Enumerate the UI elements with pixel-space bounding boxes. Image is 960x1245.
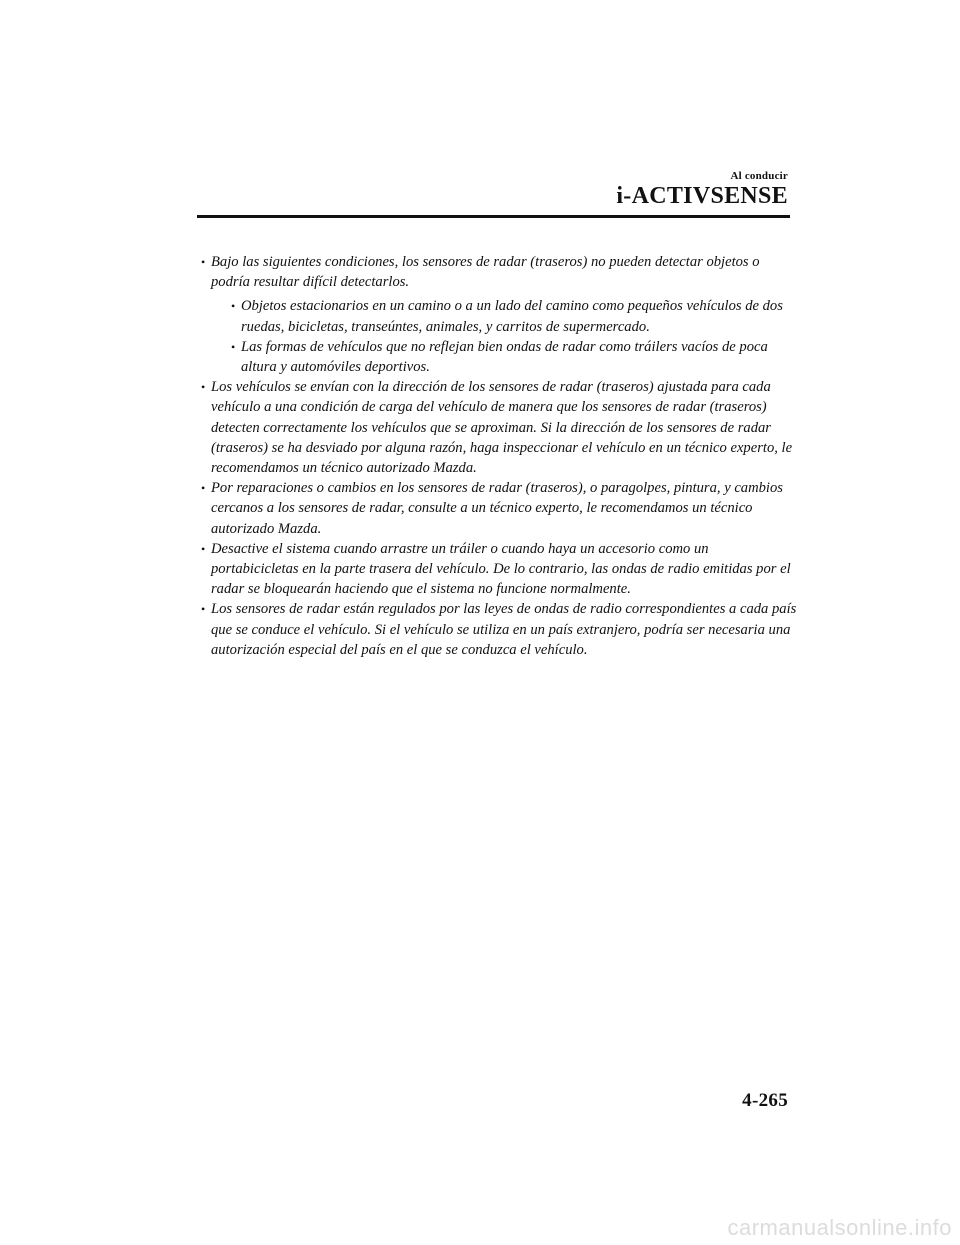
sub-bullet-text: Objetos estacionarios en un camino o a un lado del camino como pequeños vehículos de dos ruedas, bicicletas, transeúntes, animales, y carritos de supermercado. [241, 298, 783, 335]
bullet-dot-icon: • [231, 339, 236, 354]
bullet-dot-icon: • [201, 481, 206, 496]
header-rule [197, 215, 790, 218]
running-header-title: i-ACTIVSENSE [616, 183, 788, 209]
bullet-dot-icon: • [201, 380, 206, 395]
sub-list [211, 296, 797, 377]
bullet-dot-icon: • [201, 541, 206, 556]
bullet-item [197, 539, 797, 600]
page-number: 4-265 [742, 1090, 788, 1111]
bullet-text: Los vehículos se envían con la dirección de los sensores de radar (traseros) ajustada para cada vehículo a una condición de carga del vehículo de manera que los sensores de radar (traseros) detecten correctamente los vehículos que se aproximan. Si la dirección de los sensores de radar (traseros) se ha desviado por alguna razón, haga inspeccionar el vehículo en un técnico experto, le recomendamos un técnico autorizado Mazda. [211, 379, 793, 477]
bullet-dot-icon: • [201, 255, 206, 269]
sub-bullet-item [227, 296, 797, 336]
sub-bullet-text: Las formas de vehículos que no reflejan bien ondas de radar como tráilers vacíos de poca altura y automóviles deportivos. [241, 338, 768, 376]
body-content [197, 252, 797, 660]
bullet-item [197, 377, 797, 478]
bullet-dot-icon: • [231, 299, 236, 314]
bullet-item [197, 478, 797, 539]
bullet-item [197, 599, 797, 660]
bullet-text: Bajo las siguientes condiciones, los sensores de radar (traseros) no pueden detectar objetos o podría resultar difícil detectarlos. [211, 254, 760, 291]
bullet-text: Por reparaciones o cambios en los sensores de radar (traseros), o paragolpes, pintura, y cambios cercanos a los sensores de radar, consulte a un técnico experto, le recomendamos un técnico autorizado Mazda. [211, 480, 783, 537]
bullet-text: Desactive el sistema cuando arrastre un tráiler o cuando haya un accesorio como un portabicicletas en la parte trasera del vehículo. De lo contrario, las ondas de radio emitidas por el radar se bloquearán haciendo que el sistema no funcione normalmente. [211, 540, 791, 598]
watermark: carmanualsonline.info [727, 1215, 952, 1240]
bullet-dot-icon: • [201, 602, 206, 617]
sub-bullet-item [227, 337, 797, 377]
bullet-text: Los sensores de radar están regulados por las leyes de ondas de radio correspondientes a cada país que se conduce el vehículo. Si el vehículo se utiliza en un país extranjero, podría ser necesaria una autorización especial del país en el que se conduzca el vehículo. [211, 601, 797, 658]
running-header-section: Al conducir [730, 170, 788, 182]
bullet-item [197, 252, 797, 377]
